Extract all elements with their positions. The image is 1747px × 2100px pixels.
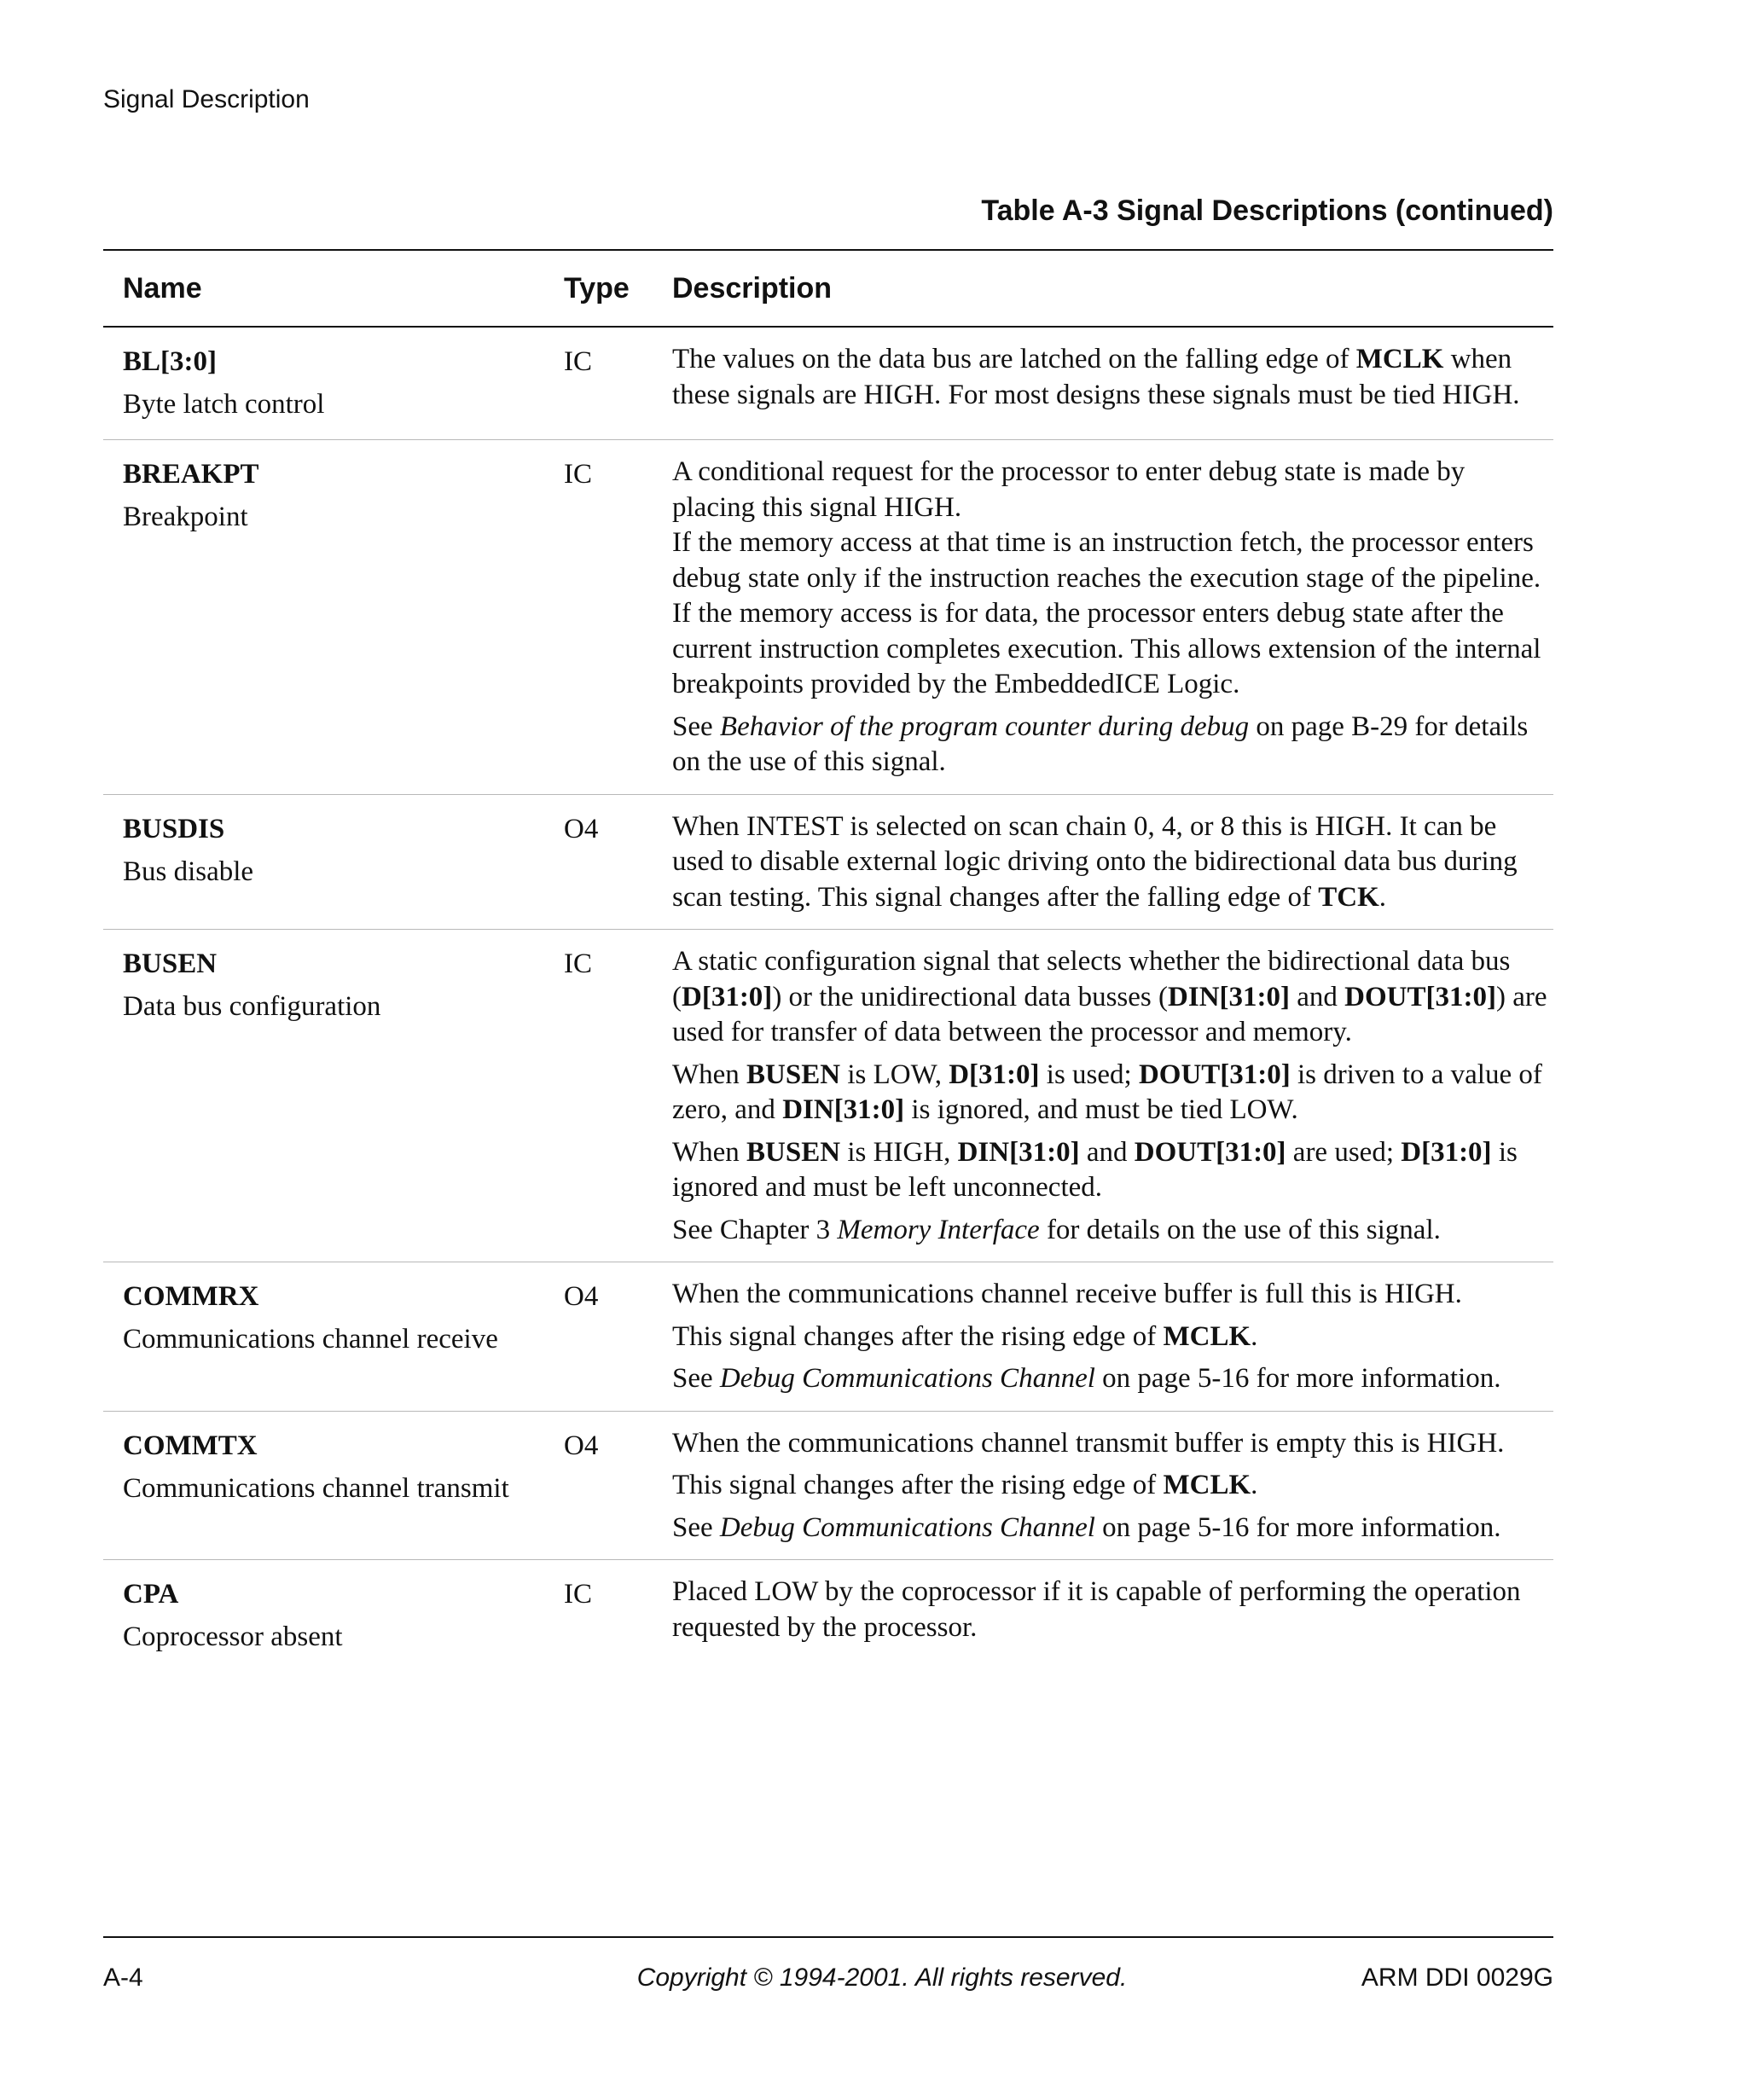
signal-name-cell xyxy=(103,808,564,916)
description-paragraph: When INTEST is selected on scan chain 0, 4, or 8 this is HIGH. It can be used to disable external logic driving onto the bidirectional data bus during scan testing. This signal changes after the falling edge of TCK. xyxy=(672,810,1518,913)
signal-label: Communications channel receive xyxy=(123,1324,498,1355)
cross-reference-link[interactable]: Behavior of the program counter during debug xyxy=(719,711,1250,742)
table-caption: Table A-3 Signal Descriptions (continued) xyxy=(981,194,1553,227)
signal-name: BUSDIS xyxy=(123,813,225,844)
signal-label: Coprocessor absent xyxy=(123,1621,343,1652)
signal-description xyxy=(672,943,1553,1248)
document-id: ARM DDI 0029G xyxy=(1361,1964,1553,1992)
signal-description xyxy=(672,1573,1553,1658)
table-row xyxy=(103,930,1553,1262)
description-paragraph: See Debug Communications Channel on page 5-16 for more information. xyxy=(672,1363,1501,1394)
description-paragraph: See Chapter 3 Memory Interface for details on the use of this signal. xyxy=(672,1214,1441,1245)
table-row xyxy=(103,1560,1553,1672)
signal-label: Bus disable xyxy=(123,856,254,887)
table-row xyxy=(103,440,1553,795)
description-paragraph: Placed LOW by the coprocessor if it is capable of performing the operation requested by the processor. xyxy=(672,1576,1521,1643)
description-paragraph: A static configuration signal that selects whether the bidirectional data bus (D[31:0]) or the unidirectional data busses (DIN[31:0] and DOUT[31:0]) are used for transfer of data between the processor and memory. xyxy=(672,946,1547,1047)
column-header-name: Name xyxy=(123,271,202,305)
description-paragraph: When the communications channel transmit buffer is empty this is HIGH. xyxy=(672,1427,1505,1459)
running-header: Signal Description xyxy=(103,85,310,113)
signal-label: Communications channel transmit xyxy=(123,1472,509,1504)
signal-name-cell xyxy=(103,943,564,1248)
description-paragraph: When BUSEN is HIGH, DIN[31:0] and DOUT[31:0] are used; D[31:0] is ignored and must be left unconnected. xyxy=(672,1136,1518,1203)
signal-label: Breakpoint xyxy=(123,502,248,532)
description-paragraph: This signal changes after the rising edge of MCLK. xyxy=(672,1320,1258,1352)
signal-name: COMMRX xyxy=(123,1281,259,1312)
signal-label: Data bus configuration xyxy=(123,991,381,1022)
description-paragraph: A conditional request for the processor to enter debug state is made by placing this signal HIGH. xyxy=(672,456,1466,523)
description-paragraph: See Behavior of the program counter during debug on page B-29 for details on the use of this signal. xyxy=(672,711,1529,777)
column-header-description: Description xyxy=(672,271,833,305)
signal-description xyxy=(672,453,1553,780)
description-paragraph: See Debug Communications Channel on page 5-16 for more information. xyxy=(672,1511,1501,1543)
description-paragraph: When BUSEN is LOW, D[31:0] is used; DOUT[31:0] is driven to a value of zero, and DIN[31:0] is ignored, and must be tied LOW. xyxy=(672,1059,1542,1125)
signal-name-cell xyxy=(103,1424,564,1546)
table-row xyxy=(103,1262,1553,1412)
signal-type: O4 xyxy=(564,813,599,844)
table-row xyxy=(103,328,1553,440)
signal-label: Byte latch control xyxy=(123,389,325,420)
signal-name: BREAKPT xyxy=(123,459,259,490)
signal-description xyxy=(672,340,1553,426)
column-header-type: Type xyxy=(564,271,630,305)
cross-reference-link[interactable]: Debug Communications Channel xyxy=(719,1511,1095,1543)
signal-name-cell xyxy=(103,340,564,426)
signal-name: BUSEN xyxy=(123,948,218,979)
signal-type: IC xyxy=(564,459,592,490)
signal-table xyxy=(103,249,1553,1672)
copyright-notice: Copyright © 1994-2001. All rights reserved. xyxy=(636,1964,1128,1992)
signal-name-cell xyxy=(103,1573,564,1658)
signal-type: O4 xyxy=(564,1281,599,1312)
signal-name: BL[3:0] xyxy=(123,346,217,377)
description-paragraph: This signal changes after the rising edge of MCLK. xyxy=(672,1470,1258,1500)
table-header-row xyxy=(103,249,1553,328)
description-paragraph: The values on the data bus are latched on the falling edge of MCLK when these signals are HIGH. For most designs these signals must be tied HIGH. xyxy=(672,344,1520,410)
signal-type: IC xyxy=(564,346,592,377)
signal-name: CPA xyxy=(123,1579,179,1610)
description-paragraph: If the memory access is for data, the processor enters debug state after the current instruction completes execution. This allows extension of the internal breakpoints provided by the EmbeddedICE Logic. xyxy=(672,598,1541,699)
signal-name-cell xyxy=(103,1275,564,1397)
signal-type: O4 xyxy=(564,1430,599,1461)
cross-reference-link[interactable]: Memory Interface xyxy=(837,1214,1040,1245)
signal-name: COMMTX xyxy=(123,1430,258,1461)
description-paragraph: If the memory access at that time is an instruction fetch, the processor enters debug state only if the instruction reaches the execution stage of the pipeline. xyxy=(672,527,1541,594)
cross-reference-link[interactable]: Debug Communications Channel xyxy=(719,1363,1095,1394)
signal-description xyxy=(672,808,1553,916)
signal-description xyxy=(672,1424,1553,1546)
page-number: A-4 xyxy=(103,1964,143,1992)
signal-description xyxy=(672,1275,1553,1397)
signal-type: IC xyxy=(564,1579,592,1610)
table-row xyxy=(103,1412,1553,1561)
footer-rule xyxy=(103,1936,1553,1938)
signal-type: IC xyxy=(564,948,592,979)
description-paragraph: When the communications channel receive buffer is full this is HIGH. xyxy=(672,1279,1462,1309)
signal-name-cell xyxy=(103,453,564,780)
table-row xyxy=(103,795,1553,931)
